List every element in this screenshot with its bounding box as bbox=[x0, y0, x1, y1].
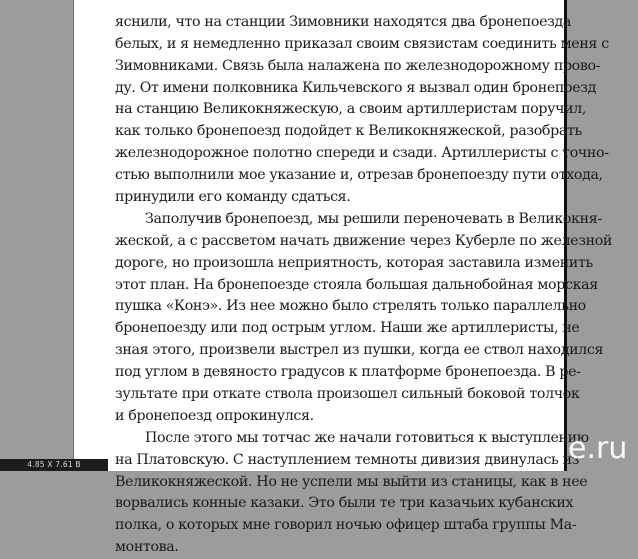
text-line: этот план. На бронепоезде стояла большая дальнобойная морская bbox=[115, 276, 598, 293]
text-line: и бронепоезд опрокинулся. bbox=[115, 407, 314, 424]
page-size-status: 4.85 X 7.61 В bbox=[0, 459, 108, 471]
text-line: ворвались конные казаки. Это были те три казачьих кубанских bbox=[115, 495, 574, 512]
text-line: на станцию Великокняжескую, а своим артиллеристам поручил, bbox=[115, 101, 587, 118]
text-line: жеской, а с рассветом начать движение через Куберле по железной bbox=[115, 232, 613, 249]
text-line: ду. От имени полковника Кильчевского я вызвал один бронепоезд bbox=[115, 79, 597, 96]
site-watermark: e.ru bbox=[568, 431, 628, 466]
text-line: зная этого, произвели выстрел из пушки, когда ее ствол находился bbox=[115, 342, 604, 359]
paragraph-start-line: Заполучив бронепоезд, мы решили переночевать в Великокня- bbox=[145, 210, 602, 227]
text-line: принудили его команду сдаться. bbox=[115, 189, 351, 206]
text-line: яснили, что на станции Зимовники находятся два бронепоезда bbox=[115, 13, 571, 30]
text-line: пушка «Конэ». Из нее можно было стрелять только параллельно bbox=[115, 298, 586, 315]
text-line: под углом в девяносто градусов к платформе бронепоезда. В ре- bbox=[115, 364, 581, 381]
paragraph-start-line: После этого мы тотчас же начали готовиться к выступлению bbox=[145, 429, 589, 446]
text-line: дороге, но произошла неприятность, которая заставила изменить bbox=[115, 254, 593, 271]
text-line: бронепоезду или под острым углом. Наши же артиллеристы, не bbox=[115, 320, 580, 337]
text-line: на Платовскую. С наступлением темноты дивизия двинулась из bbox=[115, 451, 580, 468]
text-line: Великокняжеской. Но не успели мы выйти из станицы, как в нее bbox=[115, 473, 588, 490]
text-line: монтова. bbox=[115, 539, 179, 556]
text-line: белых, и я немедленно приказал своим связистам соединить меня с bbox=[115, 35, 609, 52]
text-line: железнодорожное полотно спереди и сзади. Артиллеристы с точно- bbox=[115, 145, 609, 162]
text-line: зультате при откате ствола произошел сильный боковой толчок bbox=[115, 386, 580, 403]
text-line: Зимовниками. Связь была налажена по железнодорожному прово- bbox=[115, 57, 601, 74]
text-line: стью выполнили мое указание и, отрезав бронепоезду пути отхода, bbox=[115, 167, 603, 184]
text-line: полка, о которых мне говорил ночью офицер штаба группы Ма- bbox=[115, 517, 577, 534]
text-line: как только бронепоезд подойдет к Великокняжеской, разобрать bbox=[115, 123, 582, 140]
